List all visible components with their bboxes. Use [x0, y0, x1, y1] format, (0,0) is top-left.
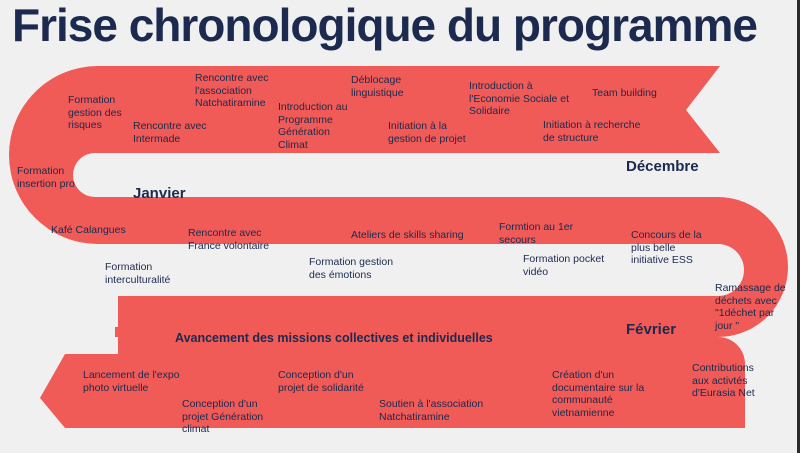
event-kafe-calangues: Kafé Calangues	[51, 224, 126, 236]
event-rencontre-natchatiramine: Rencontre avec l'association Natchatiramine	[195, 72, 269, 109]
event-deblocage-linguistique: Déblocage linguistique	[351, 74, 404, 99]
event-conception-projet-solidarite: Conception d'un projet de solidarité	[278, 369, 364, 394]
missions-subheading: Avancement des missions collectives et individuelles	[175, 331, 493, 345]
event-conception-projet-generation-climat: Conception d'un projet Génération climat	[182, 398, 264, 435]
event-lancement-expo-photo: Lancement de l'expo photo virtuelle	[83, 369, 180, 394]
event-initiation-gestion-projet: Initiation à la gestion de projet	[388, 120, 466, 145]
month-decembre: Décembre	[626, 158, 699, 175]
event-formation-interculturalite: Formation interculturalité	[105, 261, 171, 286]
event-creation-documentaire: Création d'un documentaire sur la communauté vietnamienne	[552, 369, 645, 419]
event-concours-initiative-ess: Concours de la plus belle initiative ESS	[631, 229, 702, 266]
event-rencontre-intermade: Rencontre avec Intermade	[133, 120, 207, 145]
month-janvier: Janvier	[133, 185, 186, 202]
event-soutien-natchatiramine: Soutien à l'association Natchatiramine	[379, 398, 484, 423]
event-introduction-programme: Introduction au Programme Génération Climat	[278, 101, 348, 151]
event-formation-gestion-risques: Formation gestion des risques	[68, 94, 122, 131]
event-introduction-ess: Introduction à l'Economie Sociale et Solidaire	[469, 80, 570, 117]
event-initiation-recherche-structure: Initiation à recherche de structure	[543, 119, 641, 144]
event-rencontre-france-volontaire: Rencontre avec France volontaire	[188, 227, 270, 252]
page-title: Frise chronologique du programme	[12, 0, 757, 51]
event-contributions-eurasia-net: Contributions aux activtés d'Eurasia Net	[692, 362, 755, 399]
event-formation-gestion-emotions: Formation gestion des émotions	[309, 256, 394, 281]
event-ateliers-skills-sharing: Ateliers de skills sharing	[351, 229, 464, 241]
event-formation-insertion-pro: Formation insertion pro	[17, 165, 75, 190]
event-ramassage-dechets: Ramassage de déchets avec "1déchet par jour "	[715, 282, 786, 332]
month-fevrier: Février	[626, 321, 677, 338]
event-formation-pocket-video: Formation pocket vidéo	[523, 253, 605, 278]
event-team-building: Team building	[592, 87, 657, 99]
event-formation-premier-secours: Formtion au 1er secours	[499, 221, 574, 246]
